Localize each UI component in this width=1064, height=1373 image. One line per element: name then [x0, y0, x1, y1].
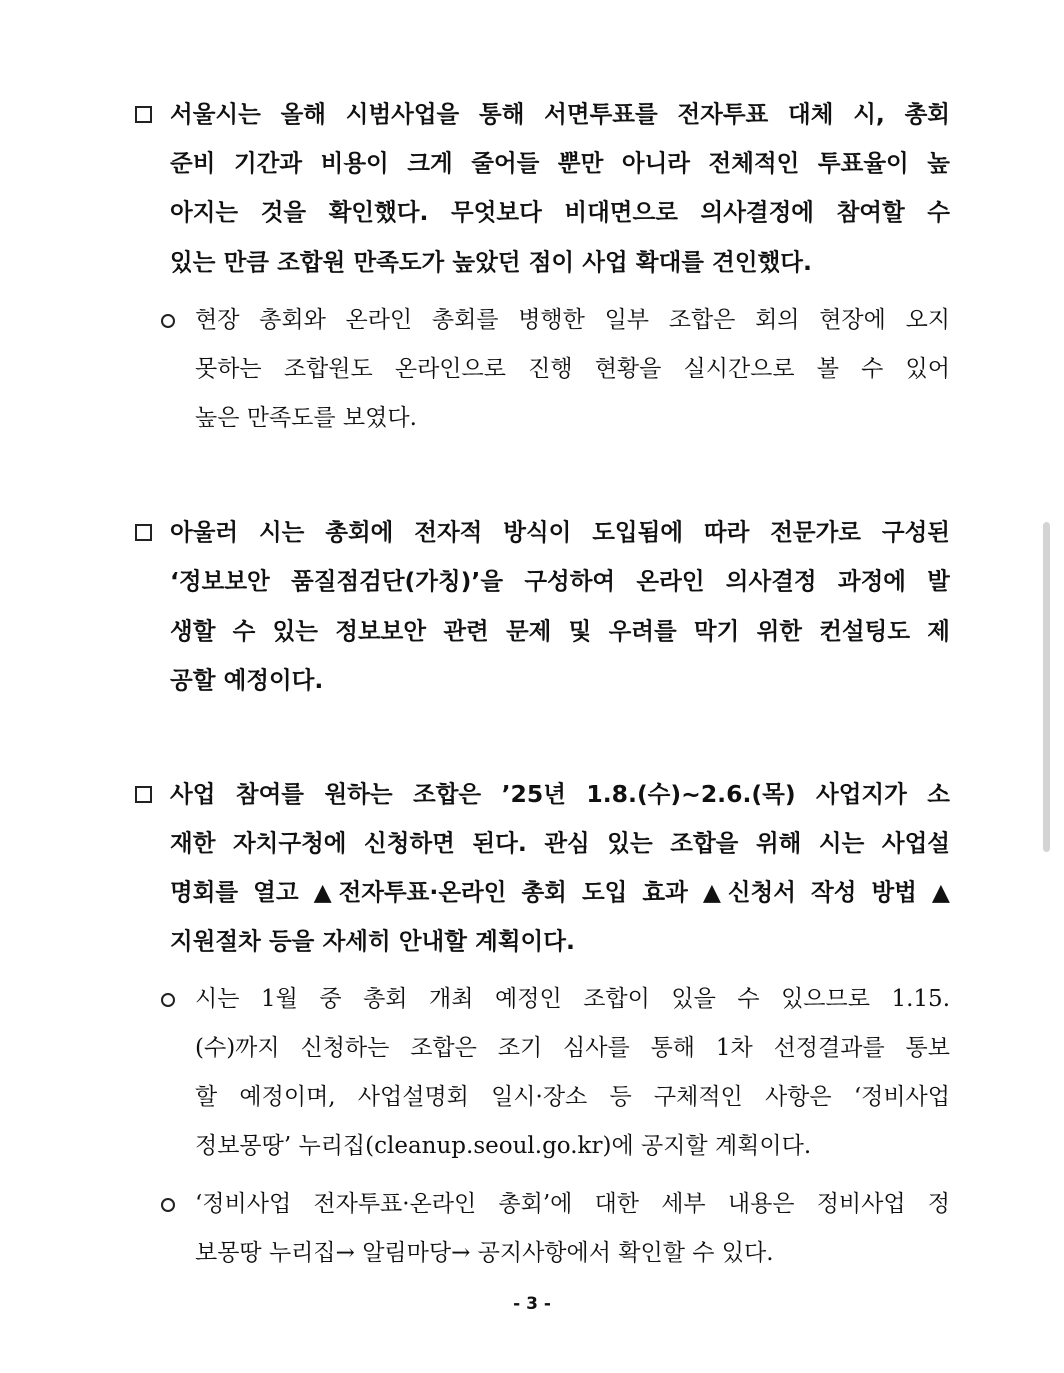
sub-paragraph-line: 할 예정이며, 사업설명회 일시·장소 등 구체적인 사항은 ‘정비사업 — [195, 1084, 950, 1110]
paragraph-line: 생할 수 있는 정보보안 관련 문제 및 우려를 막기 위한 컨설팅도 제 — [170, 617, 950, 645]
scrollbar-thumb[interactable] — [1043, 522, 1050, 852]
paragraph-line: 서울시는 올해 시범사업을 통해 서면투표를 전자투표 대체 시, 총회 — [170, 100, 950, 128]
paragraph-line: 준비 기간과 비용이 크게 줄어들 뿐만 아니라 전체적인 투표율이 높 — [170, 149, 950, 177]
sub-paragraph-line: 못하는 조합원도 온라인으로 진행 현황을 실시간으로 볼 수 있어 — [195, 356, 950, 382]
sub-paragraph-line: 보몽땅 누리집→ 알림마당→ 공지사항에서 확인할 수 있다. — [195, 1240, 774, 1266]
circle-bullet-icon — [161, 1198, 175, 1212]
sub-paragraph-line: ‘정비사업 전자투표·온라인 총회’에 대한 세부 내용은 정비사업 정 — [195, 1191, 950, 1217]
paragraph-line: 지원절차 등을 자세히 안내할 계획이다. — [170, 927, 575, 955]
sub-paragraph-line: (수)까지 신청하는 조합은 조기 심사를 통해 1차 선정결과를 통보 — [195, 1035, 950, 1061]
circle-bullet-icon — [161, 314, 175, 328]
sub-paragraph-line: 높은 만족도를 보였다. — [195, 405, 417, 431]
sub-paragraph-line: 정보몽땅’ 누리집(cleanup.seoul.go.kr)에 공지할 계획이다. — [195, 1133, 812, 1159]
sub-paragraph-line: 시는 1월 중 총회 개최 예정인 조합이 있을 수 있으므로 1.15. — [195, 986, 950, 1012]
paragraph-line: 아지는 것을 확인했다. 무엇보다 비대면으로 의사결정에 참여할 수 — [170, 198, 950, 226]
paragraph-line: 명회를 열고 ▲전자투표·온라인 총회 도입 효과 ▲신청서 작성 방법 ▲ — [170, 878, 950, 906]
paragraph-line: ‘정보보안 품질점검단(가칭)’을 구성하여 온라인 의사결정 과정에 발 — [170, 567, 950, 595]
page-number: - 3 - — [513, 1294, 551, 1314]
square-bullet-icon — [135, 786, 152, 803]
paragraph-line: 사업 참여를 원하는 조합은 ’25년 1.8.(수)~2.6.(목) 사업지가 소 — [170, 780, 950, 808]
paragraph-line: 있는 만큼 조합원 만족도가 높았던 점이 사업 확대를 견인했다. — [170, 248, 812, 276]
circle-bullet-icon — [161, 993, 175, 1007]
paragraph-line: 공할 예정이다. — [170, 666, 324, 694]
sub-paragraph-line: 현장 총회와 온라인 총회를 병행한 일부 조합은 회의 현장에 오지 — [195, 307, 950, 333]
paragraph-line: 아울러 시는 총회에 전자적 방식이 도입됨에 따라 전문가로 구성된 — [170, 518, 950, 546]
square-bullet-icon — [135, 106, 152, 123]
square-bullet-icon — [135, 524, 152, 541]
paragraph-line: 재한 자치구청에 신청하면 된다. 관심 있는 조합을 위해 시는 사업설 — [170, 829, 950, 857]
